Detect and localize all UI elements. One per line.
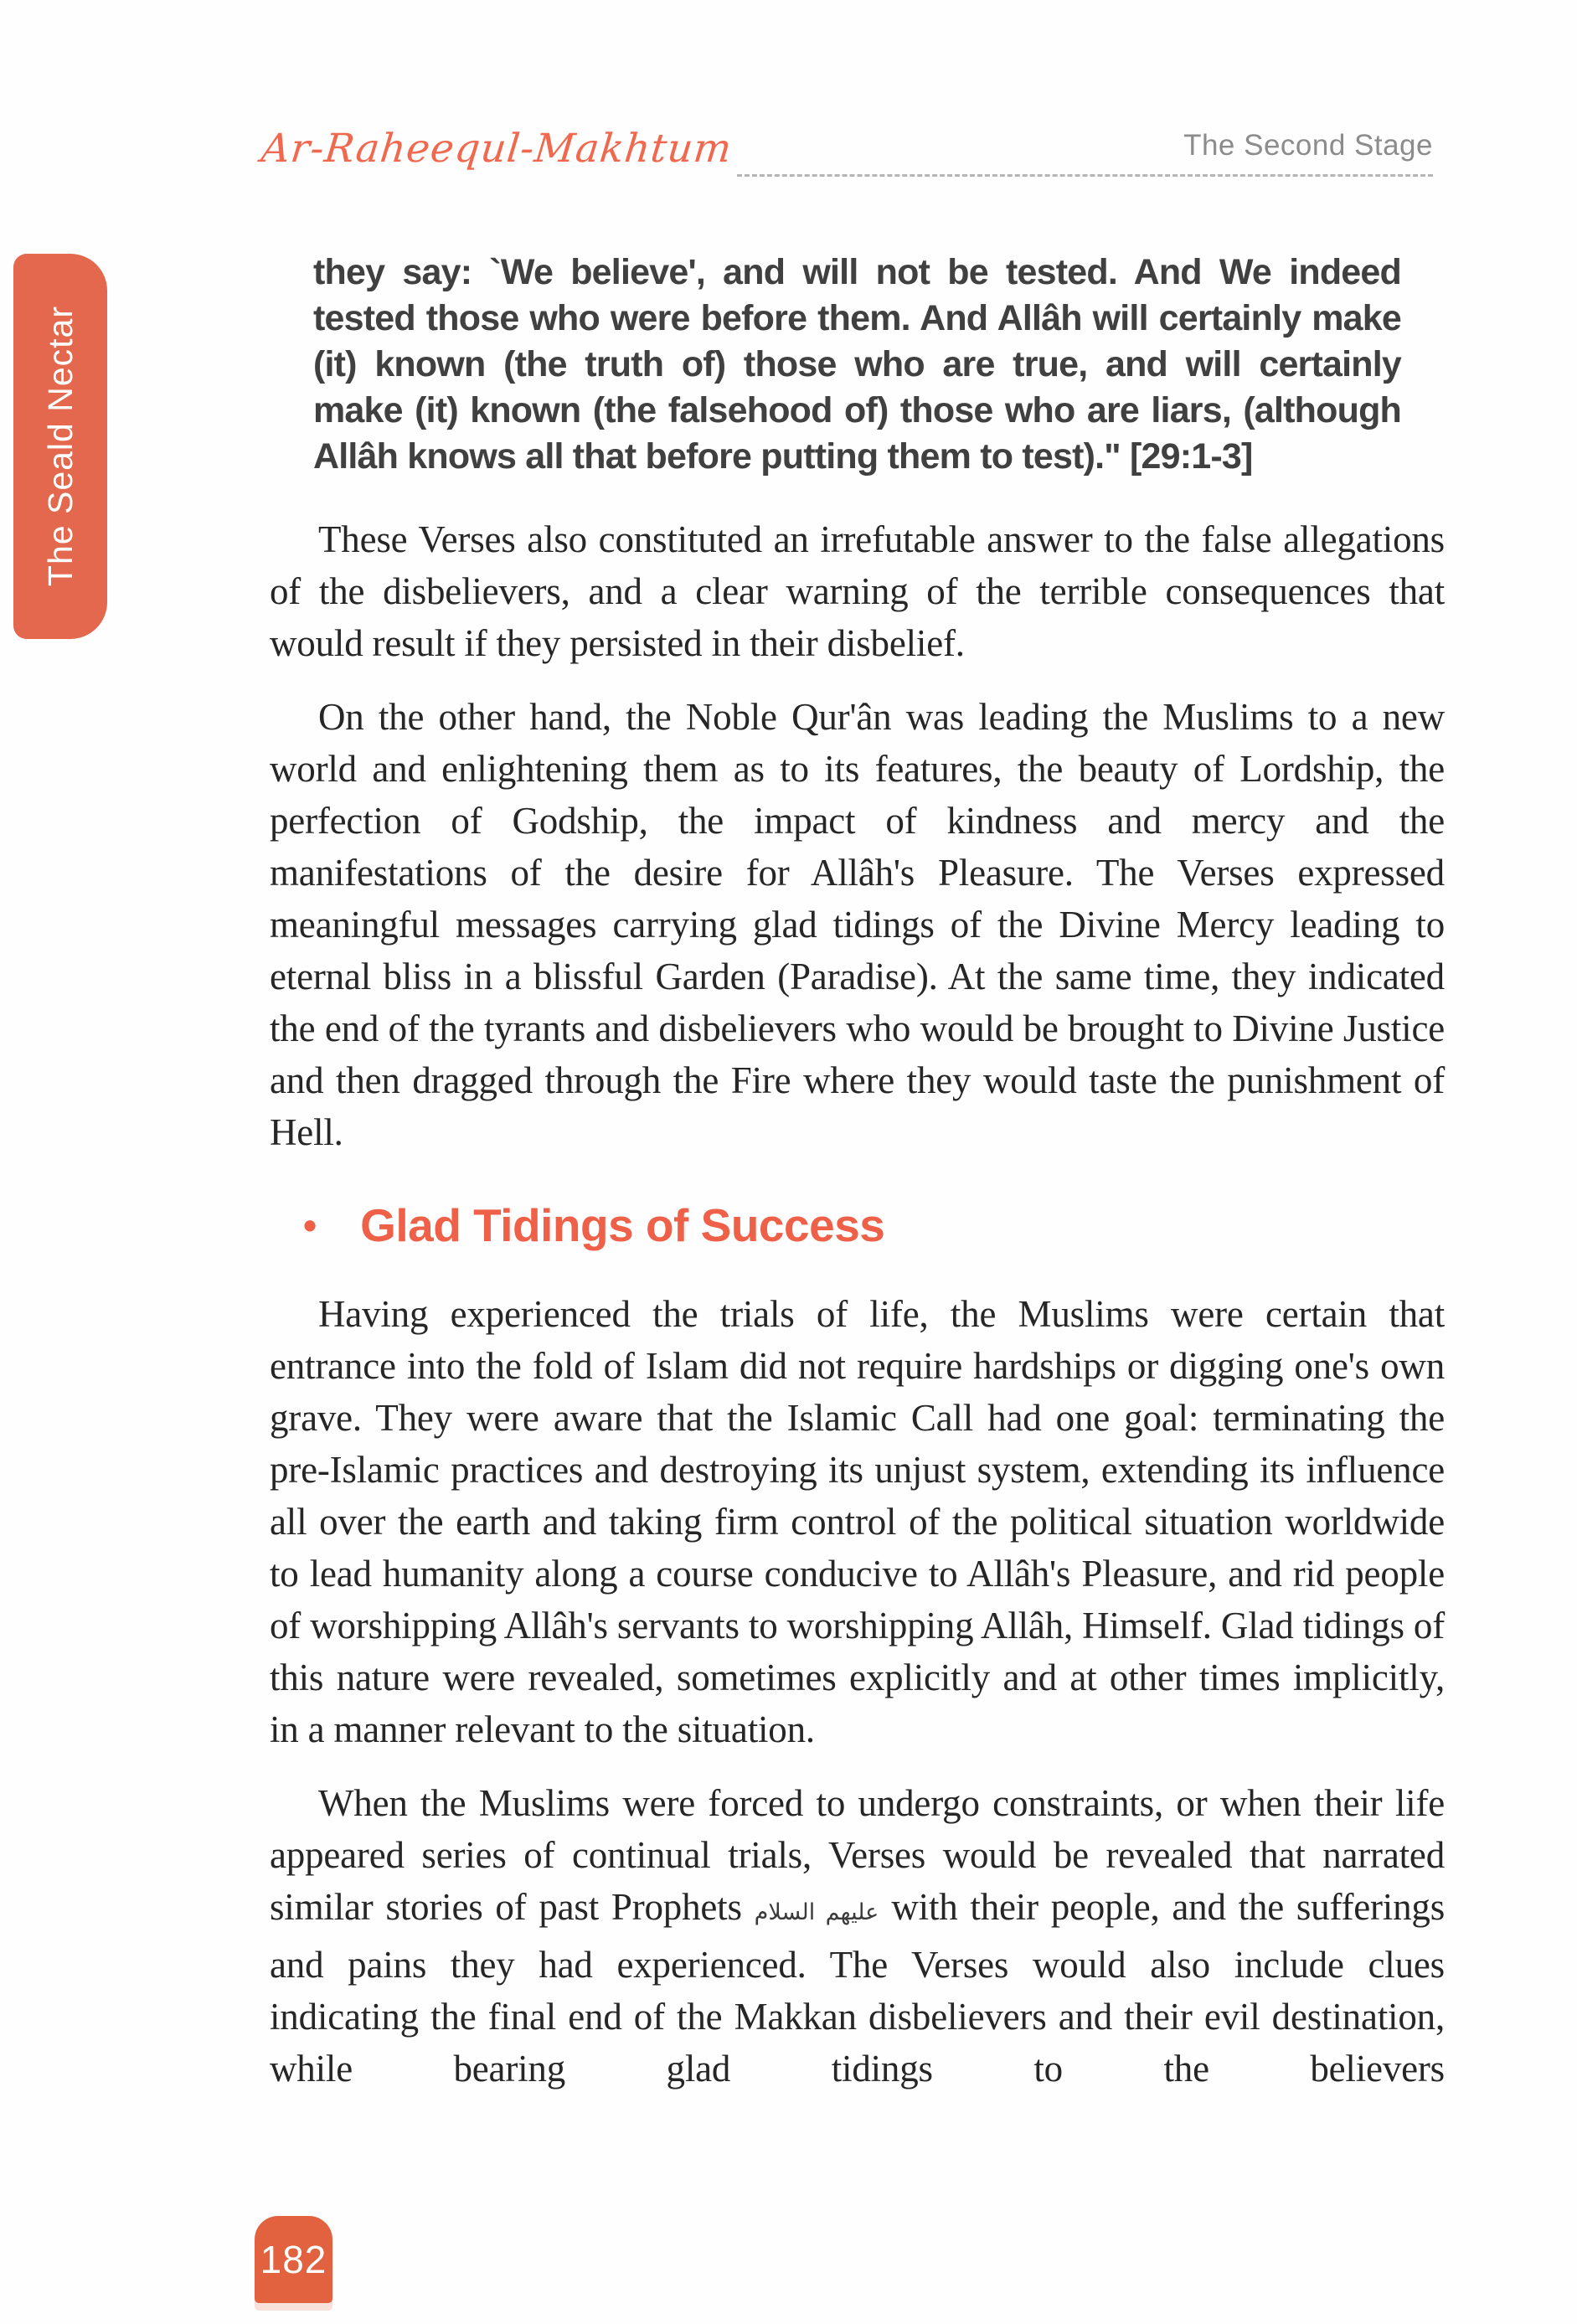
body-paragraph: These Verses also constituted an irrefutable answer to the false allegations of the disbelievers, and a clear warning of the terrible consequences that would result if they persisted in their disbelief. — [270, 518, 1445, 664]
page-body — [270, 250, 1445, 2095]
body-paragraph: On the other hand, the Noble Qur'ân was leading the Muslims to a new world and enlightening them as to its features, the beauty of Lordship, the perfection of Godship, the impact of kindness and mercy and the manifestations of the desire for Allâh's Pleasure. The Verses expressed meaningful messages carrying glad tidings of the Divine Mercy leading to eternal bliss in a blissful Garden (Paradise). At the same time, they indicated the end of the tyrants and disbelievers who would be brought to Divine Justice and then dragged through the Fire where they would taste the punishment of Hell. — [270, 696, 1445, 1153]
paragraph-text-after-glyph: with their people, and the sufferings and pains they had experienced. The Verses would also include clues indicating the final end of the Makkan disbelievers and their evil destination, while bearing glad tidings to the believers — [270, 1885, 1446, 2090]
paragraph-text-before-glyph: When the Muslims were forced to undergo constraints, or when their life appeared series of continual trials, Verses would be revealed that narrated similar stories of past Prophets — [270, 1781, 1445, 1928]
book-title-script: Ar-Raheequl-Makhtum — [259, 126, 734, 172]
page-header — [261, 126, 1433, 177]
body-paragraph: Having experienced the trials of life, the Muslims were certain that entrance into the fold of Islam did not require hardships or digging one's own grave. They were aware that the Islamic Call had one goal: terminating the pre-Islamic practices and destroying its unjust system, extending its influence all over the earth and taking firm control of the political situation worldwide to lead humanity along a course conducive to Allâh's Pleasure, and rid people of worshipping Allâh's servants to worshipping Allâh, Himself. Glad tidings of this nature were revealed, sometimes explicitly and at other times implicitly, in a manner relevant to the situation. — [270, 1292, 1445, 1750]
side-tab-label: The Seald Nectar — [40, 306, 80, 587]
section-heading — [303, 1200, 1445, 1251]
chapter-title: The Second Stage — [1183, 129, 1433, 162]
heading-bullet-icon: • — [303, 1203, 317, 1248]
chapter-side-tab — [13, 254, 107, 639]
header-dashed-rule — [737, 129, 1433, 177]
page-number: 182 — [260, 2238, 327, 2281]
quran-quote-paragraph: they say: `We believe', and will not be tested. And We indeed tested those who were before them. And Allâh will certainly make (it) known (the truth of) those who are true, and will certainly make (it) known (the falsehood of) those who are liars, (although Allâh knows all that before putting them to test)." [29:1-3] — [313, 252, 1401, 477]
body-paragraph — [270, 1777, 1445, 2095]
page-number-badge — [255, 2216, 332, 2303]
section-heading-text: Glad Tidings of Success — [360, 1199, 885, 1251]
peace-be-upon-them-calligraphy-icon: عليهم السلام — [754, 1899, 879, 1925]
